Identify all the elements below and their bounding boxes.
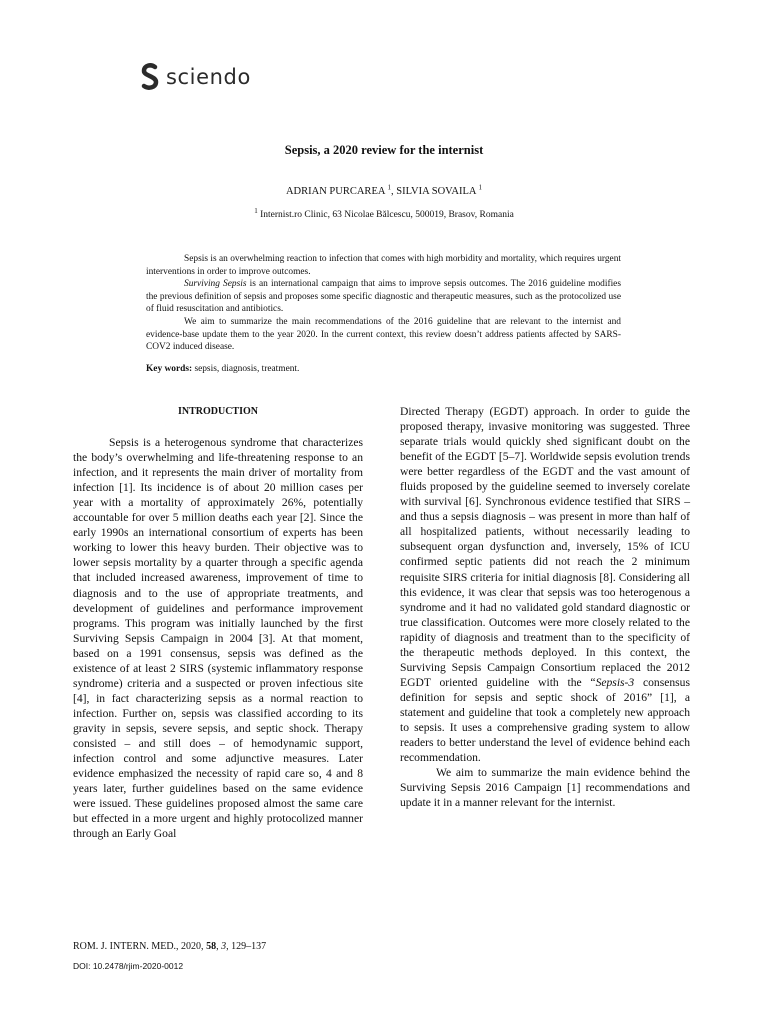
journal-citation (73, 941, 266, 952)
journal-name: ROM. J. INTERN. MED., 2020, (73, 941, 207, 952)
affiliation (0, 206, 768, 220)
author-separator: , (390, 186, 397, 197)
body-column-right (400, 404, 690, 810)
body-text: Directed Therapy (EGDT) approach. In order to guide the proposed therapy, invasive monitoring was suggested. Three separate trials would quickly shed significant doubt on the benefit of the EGDT [5–7]. Worldwide sepsis evolution trends were better regardless of the EGDT and the vast amount of fluids proposed by the guideline seemed to inversely corelate with survival [6]. Synchronous evidence testified that SIRS – and thus a sepsis diagnosis – was present in more than half of all hospitalized patients, without necessarily leading to subsequent organ dysfunction and, inversely, 15% of ICU confirmed septic patients did not reach the 2 minimum requisite SIRS criteria for initial diagnosis [8]. Considering all this evidence, it was clear that sepsis was too heterogenous a syndrome and it had no validated gold standard diagnostic or true classification. Outcomes were more closely related to the rapidity of diagnosis and treatment than to the specificity of the therapeutic methods deployed. In this context, the Surviving Sepsis Campaign Consortium replaced the 2012 EGDT oriented guideline with the “ (400, 405, 690, 689)
affiliation-marker: 1 (387, 183, 391, 192)
affiliation-marker: 1 (478, 183, 483, 192)
body-paragraph: Sepsis is a heterogenous syndrome that characterizes the body’s overwhelming and life-threatening response to an infection, and it represents the main driver of mortality from infection [1]. Its incidence is of about 20 million cases per year with a mortality of approximately 26%, potentially accountable for over 5 million deaths each year [2]. Since the early 1990s an international consortium of experts has been working to lower this heavy burden. Their objective was to lower sepsis mortality by a quarter through a specific agenda that included increased awareness, improvement of time to diagnosis and to the use of appropriate treatments, and development of guidelines and performance improvement programs. This program was initially launched by the first Surviving Sepsis Campaign in 2004 [3]. At that moment, based on a 1991 consensus, sepsis was defined as the existence of at least 2 SIRS (systemic inflammatory response syndrome) criteria and a suspected or proven infectious site [4], in fact characterizing sepsis as a normal reaction to infection. Further on, sepsis was classified according to its gravity in sepsis, severe sepsis, and septic shock. Therapy consisted – and still does – of hemodynamic support, infection control and some adjunctive measures. Later evidence emphasized the necessity of rapid care so, 4 and 8 years later, further guidelines based on the same evidence were issued. These guidelines proposed almost the same care but effected in a more urgent and highly protocolized manner through an Early Goal (73, 436, 363, 841)
journal-pages: , 129–137 (226, 941, 267, 952)
body-italic-term: Sepsis-3 (595, 675, 635, 689)
logo-text: sciendo (166, 65, 251, 89)
abstract-text: is an international campaign that aims to improve sepsis outcomes. The 2016 guideline modifies the previous definition of sepsis and proposes some specific diagnostic and therapeutic measures, such as the protocolized use of fluid resuscitation and antibiotics. (146, 279, 621, 315)
author-name: ADRIAN PURCAREA (285, 186, 385, 197)
abstract (146, 253, 621, 354)
sciendo-logo-icon (140, 62, 160, 92)
abstract-paragraph: We aim to summarize the main recommendations of the 2016 guideline that are relevant to the internist and evidence-base update them to the year 2020. In the current context, this review doesn’t address patients affected by SARS-COV2 induced disease. (146, 316, 621, 353)
section-heading: INTRODUCTION (177, 406, 258, 417)
author-list (0, 183, 768, 197)
keywords-label: Key words: (146, 364, 193, 374)
publisher-logo (140, 62, 251, 92)
keywords (146, 364, 621, 374)
article-title: Sepsis, a 2020 review for the internist (284, 143, 484, 157)
journal-volume: 58 (206, 941, 217, 952)
body-paragraph: We aim to summarize the main evidence behind the Surviving Sepsis 2016 Campaign [1] recommendations and update it in a manner relevant for the internist. (400, 766, 690, 810)
author-name: SILVIA SOVAILA (396, 186, 476, 197)
abstract-italic-term: Surviving Sepsis (184, 279, 247, 290)
affiliation-text: Internist.ro Clinic, 63 Nicolae Bălcescu, 500019, Brasov, Romania (260, 210, 514, 220)
keywords-text: sepsis, diagnosis, treatment. (192, 364, 300, 374)
body-paragraph (400, 404, 690, 765)
citation-separator: , (216, 941, 222, 952)
doi: DOI: 10.2478/rjim-2020-0012 (73, 961, 184, 971)
body-text: consensus definition for sepsis and septic shock of 2016” [1], a statement and guideline that took a completely new approach to sepsis. It uses a comprehensive grading system to allow readers to better understand the level of evidence behind each recommendation. (400, 675, 690, 765)
abstract-paragraph: Sepsis is an overwhelming reaction to infection that comes with high morbidity and mortality, which requires urgent interventions in order to improve outcomes. (146, 254, 621, 277)
body-column-left (73, 404, 363, 841)
affiliation-marker: 1 (254, 206, 258, 215)
journal-issue: 3 (221, 941, 227, 952)
abstract-paragraph (146, 278, 621, 316)
